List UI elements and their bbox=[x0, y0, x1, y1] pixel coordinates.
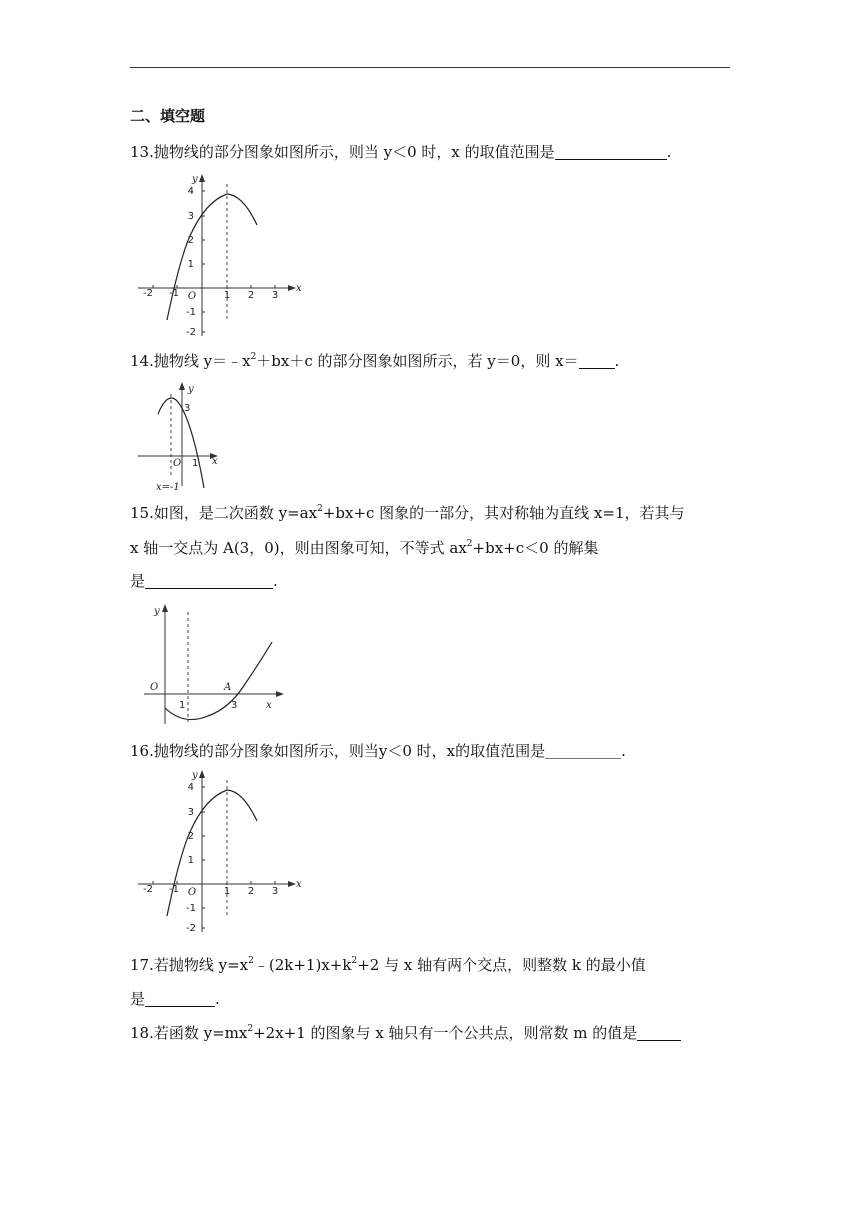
x-tick-label: 3 bbox=[271, 290, 279, 301]
x-tick-label: -1 bbox=[169, 884, 179, 895]
y-tick-label: -2 bbox=[186, 923, 196, 934]
x-arrow bbox=[276, 691, 284, 697]
question-15-line-3: 是 . bbox=[130, 572, 278, 590]
question-16-text: 16.抛物线的部分图象如图所示，则当y＜0 时，x的取值范围是 bbox=[130, 742, 546, 760]
question-13: 13.抛物线的部分图象如图所示，则当 y＜0 时，x 的取值范围是 . bbox=[130, 143, 672, 161]
answer-blank-15[interactable] bbox=[145, 572, 273, 589]
x-axis-label: x bbox=[212, 456, 218, 467]
x-arrow bbox=[288, 881, 296, 887]
tick-marks bbox=[153, 787, 275, 928]
y-tick-label: -1 bbox=[186, 903, 196, 914]
symmetry-label: x=-1 bbox=[156, 482, 180, 493]
y-arrow bbox=[162, 604, 168, 612]
header-rule bbox=[130, 67, 730, 68]
y-tick-label: 2 bbox=[187, 235, 194, 246]
x-tick-label: 1 bbox=[223, 886, 231, 897]
y-axis-label: y bbox=[192, 770, 198, 781]
y-tick-label: -1 bbox=[186, 307, 196, 318]
question-14: 14.抛物线 $y=﹣x^2+bx+c$ 的部分图象如图所示，若 y＝0，则 x＝ . bbox=[130, 352, 620, 370]
y-tick-label: 3 bbox=[187, 211, 194, 222]
x-tick-1: 1 bbox=[179, 700, 186, 711]
x-tick-label: 2 bbox=[247, 886, 255, 897]
tick-marks bbox=[153, 191, 275, 332]
answer-blank-13[interactable] bbox=[555, 143, 667, 160]
figure-13-parabola bbox=[130, 170, 310, 342]
y-tick-label: 1 bbox=[187, 855, 194, 866]
question-15-line-2: x 轴一交点为 A(3，0)，则由图象可知，不等式 $ax^2+bx+c<0$ 的解集 bbox=[130, 539, 599, 557]
figure-15-parabola bbox=[140, 600, 290, 728]
y-axis-label: y bbox=[188, 384, 194, 395]
answer-blank-16[interactable] bbox=[545, 742, 621, 759]
answer-blank-18[interactable] bbox=[637, 1024, 681, 1041]
y-tick-label: 3 bbox=[187, 807, 194, 818]
point-a-label: A bbox=[224, 682, 232, 693]
origin-label: O bbox=[187, 291, 197, 302]
parabola-curve bbox=[167, 790, 257, 916]
x-tick-label: -2 bbox=[143, 884, 153, 895]
x-tick-3: 3 bbox=[231, 700, 238, 711]
x-tick-label: 3 bbox=[271, 886, 279, 897]
y-tick-label: 4 bbox=[187, 782, 194, 793]
y-tick-label: -2 bbox=[186, 327, 196, 338]
question-13-text: 13.抛物线的部分图象如图所示，则当 y＜0 时，x 的取值范围是 bbox=[130, 143, 555, 161]
y-axis-label: y bbox=[154, 606, 160, 617]
parabola-curve bbox=[158, 398, 204, 488]
figure-16-parabola bbox=[130, 766, 310, 938]
question-15-line-1: 15.如图，是二次函数 $y=ax^2+bx+c$ 图象的一部分，其对称轴为直线 x=1，若其与 bbox=[130, 504, 685, 522]
x-tick-1: 1 bbox=[192, 458, 199, 469]
question-17-line-1: 17.若抛物线 $y=x^2﹣(2k+1)x+k^2+2$ 与 x 轴有两个交点，则整数 k 的最小值 bbox=[130, 956, 646, 974]
y-tick-label: 4 bbox=[187, 186, 194, 197]
x-axis-label: x bbox=[296, 283, 302, 294]
y-arrow bbox=[199, 174, 205, 182]
answer-blank-17[interactable] bbox=[145, 990, 215, 1007]
x-tick-label: -1 bbox=[169, 288, 179, 299]
question-17-line-2: 是 . bbox=[130, 990, 220, 1008]
x-axis-label: x bbox=[266, 700, 272, 711]
x-arrow bbox=[288, 285, 296, 291]
y-arrow bbox=[179, 382, 185, 390]
origin-label: O bbox=[187, 887, 197, 898]
figure-14-parabola bbox=[130, 380, 230, 492]
y-tick-label: 2 bbox=[187, 831, 194, 842]
question-16: 16.抛物线的部分图象如图所示，则当y＜0 时，x的取值范围是 . bbox=[130, 742, 626, 760]
y-tick-label: 1 bbox=[187, 259, 194, 270]
origin-label: O bbox=[173, 458, 182, 469]
y-arrow bbox=[199, 770, 205, 778]
y-axis-label: y bbox=[192, 174, 198, 185]
y-tick-3: 3 bbox=[184, 403, 191, 414]
x-tick-label: 2 bbox=[247, 290, 255, 301]
x-axis-label: x bbox=[296, 879, 302, 890]
question-18: 18.若函数 $y=mx^2+2x+1$ 的图象与 x 轴只有一个公共点，则常数 m 的值是 bbox=[130, 1018, 681, 1048]
parabola-curve bbox=[167, 194, 257, 320]
x-tick-label: -2 bbox=[143, 288, 153, 299]
answer-blank-14[interactable] bbox=[579, 352, 615, 369]
origin-label: O bbox=[150, 682, 159, 693]
x-tick-label: 1 bbox=[223, 290, 231, 301]
section-title: 二、填空题 bbox=[130, 107, 206, 125]
